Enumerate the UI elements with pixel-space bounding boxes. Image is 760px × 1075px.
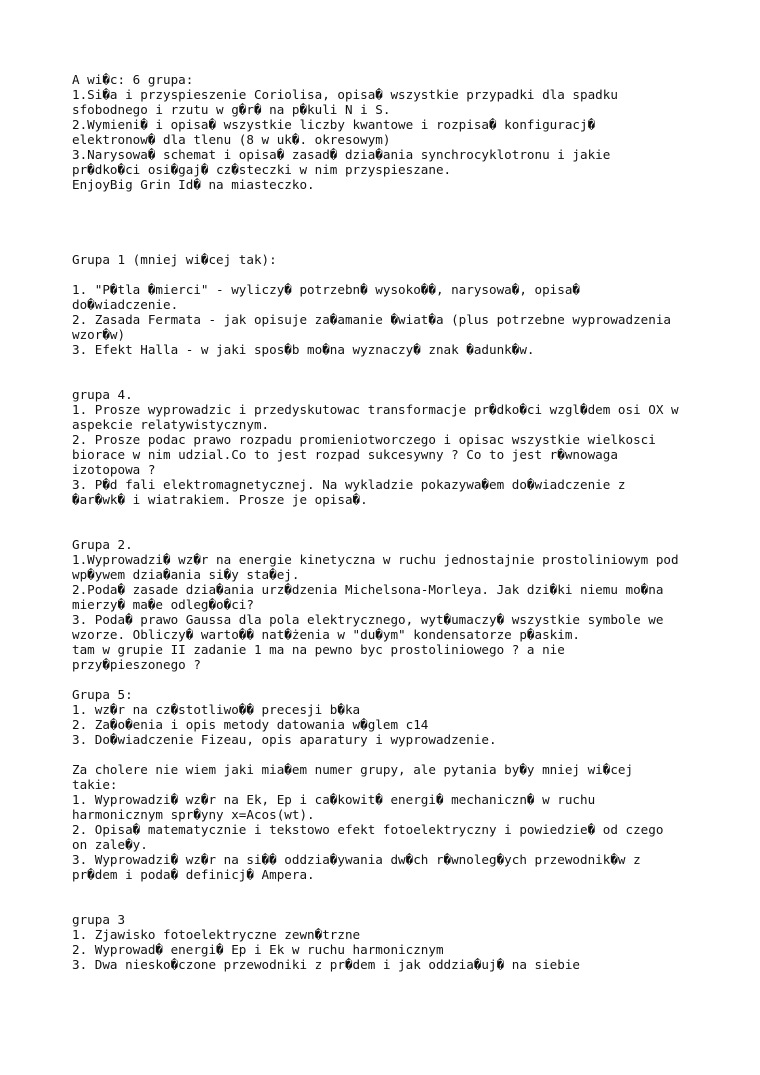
text-line: tam w grupie II zadanie 1 ma na pewno byc prostoliniowego ? a nie: [72, 642, 565, 657]
text-line: aspekcie relatywistycznym.: [72, 417, 270, 432]
text-line: [72, 522, 712, 537]
text-line: 2. Wyprowad� energi� Ep i Ek w ruchu harmonicznym: [72, 942, 444, 957]
text-line: pr�dem i poda� definicj� Ampera.: [72, 867, 315, 882]
text-line: 2. Zasada Fermata - jak opisuje za�amanie �wiat�a (plus potrzebne wyprowadzenia: [72, 312, 671, 327]
text-line: [72, 747, 712, 762]
text-line: grupa 3: [72, 912, 126, 927]
text-line: 2. Prosze podac prawo rozpadu promieniotworczego i opisac wszystkie wielkosci: [72, 432, 656, 447]
text-line: do�wiadczenie.: [72, 297, 179, 312]
text-line: A wi�c: 6 grupa:: [72, 72, 194, 87]
text-line: [72, 357, 712, 372]
text-line: grupa 4.: [72, 387, 133, 402]
text-line: [72, 672, 712, 687]
text-line: 1. wz�r na cz�stotliwo�� precesji b�ka: [72, 702, 361, 717]
text-line: [72, 192, 712, 207]
text-line: [72, 267, 712, 282]
text-line: pr�dko�ci osi�gaj� cz�steczki w nim przyspieszane.: [72, 162, 452, 177]
text-line: przy�pieszonego ?: [72, 657, 201, 672]
text-line: 3. Dwa niesko�czone przewodniki z pr�dem i jak oddzia�uj� na siebie: [72, 957, 580, 972]
text-line: 3. Wyprowadzi� wz�r na si�� oddzia�ywania dw�ch r�wnoleg�ych przewodnik�w z: [72, 852, 641, 867]
text-line: mierzy� ma�e odleg�o�ci?: [72, 597, 254, 612]
text-line: harmonicznym spr�yny x=Acos(wt).: [72, 807, 315, 822]
text-line: �ar�wk� i wiatrakiem. Prosze je opisa�.: [72, 492, 368, 507]
text-line: 1.Wyprowadzi� wz�r na energie kinetyczna w ruchu jednostajnie prostoliniowym pod: [72, 552, 679, 567]
text-line: biorace w nim udzial.Co to jest rozpad sukcesywny ? Co to jest r�wnowaga: [72, 447, 618, 462]
text-line: on zale�y.: [72, 837, 148, 852]
text-line: 3. Efekt Halla - w jaki spos�b mo�na wyznaczy� znak �adunk�w.: [72, 342, 535, 357]
text-line: takie:: [72, 777, 118, 792]
text-line: Grupa 5:: [72, 687, 133, 702]
text-line: [72, 897, 712, 912]
text-line: Grupa 2.: [72, 537, 133, 552]
text-line: [72, 222, 712, 237]
text-line: 1. Zjawisko fotoelektryczne zewn�trzne: [72, 927, 361, 942]
text-line: wzorze. Obliczy� warto�� nat�żenia w "du�ym" kondensatorze p�askim.: [72, 627, 580, 642]
text-line: [72, 207, 712, 222]
document-body: [72, 72, 712, 972]
text-line: elektronow� dla tlenu (8 w uk�. okresowym): [72, 132, 391, 147]
text-line: 2.Wymieni� i opisa� wszystkie liczby kwantowe i rozpisa� konfiguracj�: [72, 117, 596, 132]
text-line: Za cholere nie wiem jaki mia�em numer grupy, ale pytania by�y mniej wi�cej: [72, 762, 634, 777]
text-line: 1. Wyprowadzi� wz�r na Ek, Ep i ca�kowit� energi� mechaniczn� w ruchu: [72, 792, 596, 807]
text-line: sfobodnego i rzutu w g�r� na p�kuli N i S.: [72, 102, 391, 117]
text-line: 1.Si�a i przyspieszenie Coriolisa, opisa� wszystkie przypadki dla spadku: [72, 87, 618, 102]
text-line: 2.Poda� zasade dzia�ania urz�dzenia Michelsona-Morleya. Jak dzi�ki niemu mo�na: [72, 582, 664, 597]
text-line: Grupa 1 (mniej wi�cej tak):: [72, 252, 277, 267]
text-line: wp�ywem dzia�ania si�y sta�ej.: [72, 567, 300, 582]
text-line: 1. "P�tla �mierci" - wyliczy� potrzebn� wysoko��, narysowa�, opisa�: [72, 282, 580, 297]
text-line: 2. Za�o�enia i opis metody datowania w�glem c14: [72, 717, 429, 732]
text-line: 3. Do�wiadczenie Fizeau, opis aparatury i wyprowadzenie.: [72, 732, 497, 747]
text-line: EnjoyBig Grin Id� na miasteczko.: [72, 177, 315, 192]
text-line: izotopowa ?: [72, 462, 156, 477]
text-line: [72, 507, 712, 522]
text-line: [72, 882, 712, 897]
text-line: 3.Narysowa� schemat i opisa� zasad� dzia�ania synchrocyklotronu i jakie: [72, 147, 611, 162]
text-line: 1. Prosze wyprowadzic i przedyskutowac transformacje pr�dko�ci wzgl�dem osi OX w: [72, 402, 679, 417]
text-line: [72, 372, 712, 387]
text-line: 3. Poda� prawo Gaussa dla pola elektrycznego, wyt�umaczy� wszystkie symbole we: [72, 612, 664, 627]
text-line: wzor�w): [72, 327, 126, 342]
text-line: 2. Opisa� matematycznie i tekstowo efekt fotoelektryczny i powiedzie� od czego: [72, 822, 664, 837]
text-line: 3. P�d fali elektromagnetycznej. Na wykladzie pokazywa�em do�wiadczenie z: [72, 477, 626, 492]
text-line: [72, 237, 712, 252]
